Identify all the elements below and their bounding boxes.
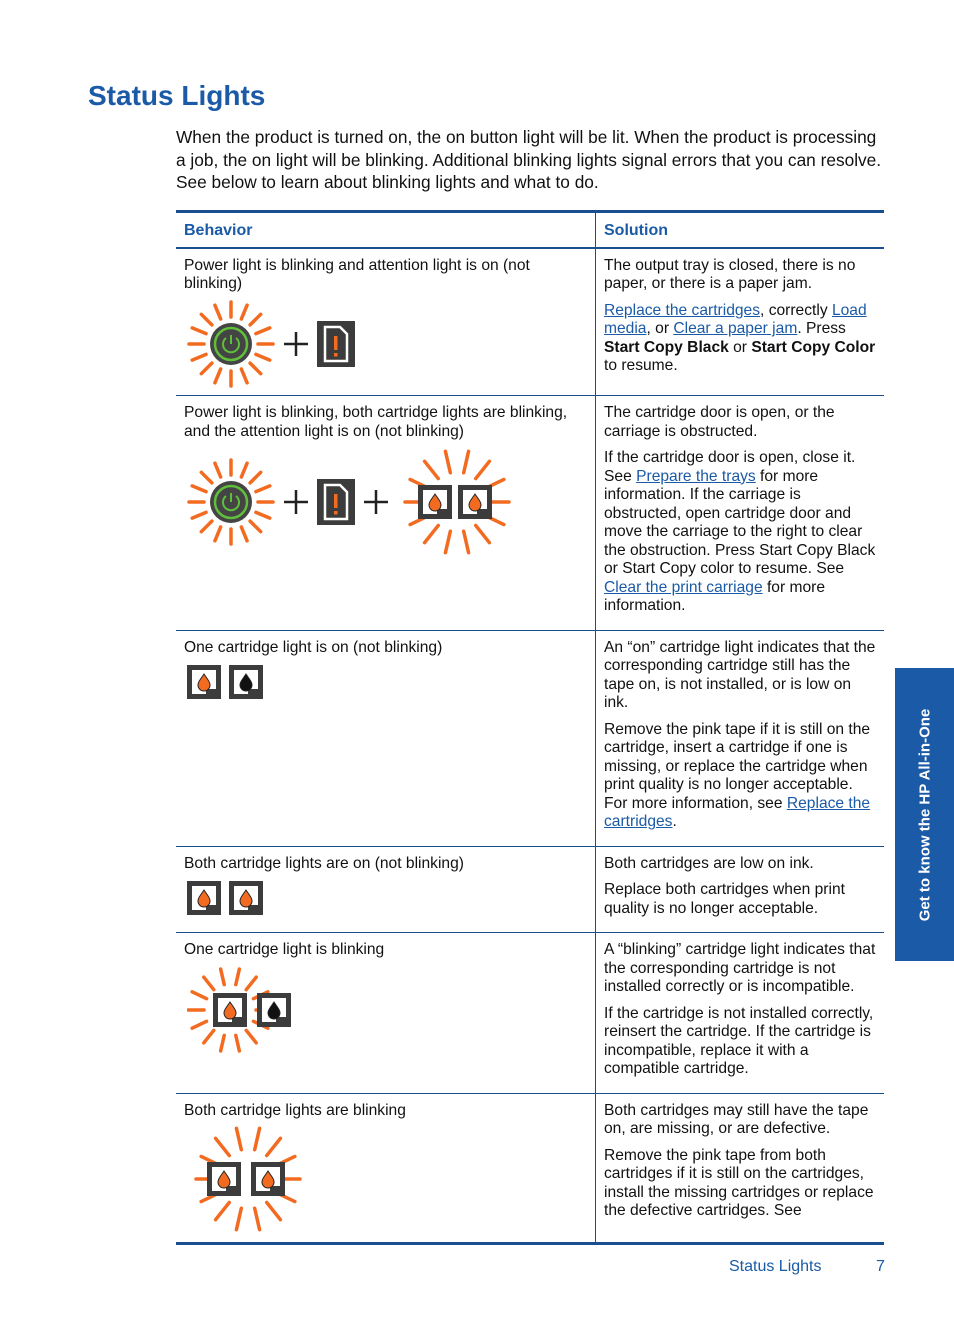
help-link[interactable]: Replace the cartridges — [604, 794, 871, 830]
header-solution: Solution — [596, 212, 885, 248]
side-tab[interactable] — [895, 668, 954, 961]
power-blink-icon — [187, 300, 275, 388]
solution-paragraph — [604, 404, 876, 441]
help-link[interactable]: Prepare the trays — [636, 467, 756, 485]
solution-text: Remove the pink tape if it is still on the cartridge, insert a cartridge if one is missing, or replace the cartridge when print quality is no longer acceptable. For more information, see — [604, 720, 871, 812]
solution-text: Start Copy Black — [604, 338, 729, 356]
behavior-cell — [176, 630, 596, 846]
solution-text: The cartridge door is open, or the carriage is obstructed. — [604, 404, 835, 440]
solution-text: for more information. If the carriage is obstructed, open cartridge door and move the carriage to the right to clear the obstruction. Press Start Copy Black or Start Copy color to resume. See — [604, 467, 876, 577]
footer-page-number: 7 — [876, 1258, 885, 1275]
behavior-cell — [176, 396, 596, 631]
page-title: Status Lights — [88, 80, 266, 111]
status-light-icons — [184, 966, 587, 1056]
power-blink-icon — [187, 458, 275, 546]
behavior-text: Power light is blinking, both cartridge lights are blinking, and the attention light is on (not blinking) — [184, 404, 568, 440]
status-light-icons — [184, 447, 587, 557]
both-on-mixed-icon — [187, 663, 267, 703]
solution-paragraph — [604, 302, 876, 376]
header-behavior: Behavior — [176, 212, 596, 248]
solution-cell — [596, 933, 885, 1094]
intro-paragraph: When the product is turned on, the on button light will be lit. When the product is processing a job, the on light will be blinking. Additional blinking lights signal errors that you can resolve. See below to learn about blinking lights and what to do. — [176, 127, 882, 192]
solution-cell — [596, 248, 885, 396]
solution-text: Both cartridges are low on ink. — [604, 854, 814, 872]
solution-paragraph — [604, 1005, 876, 1079]
solution-text: The output tray is closed, there is no paper, or there is a paper jam. — [604, 256, 856, 292]
footer-section: Status Lights — [729, 1258, 822, 1275]
behavior-text: One cartridge light is on (not blinking) — [184, 638, 443, 656]
both-blink-icon — [397, 447, 517, 557]
help-link[interactable]: Clear the print carriage — [604, 578, 763, 596]
solution-paragraph — [604, 881, 876, 918]
solution-paragraph — [604, 449, 876, 616]
solution-paragraph — [604, 941, 876, 997]
status-lights-table — [176, 210, 884, 1245]
solution-cell — [596, 1093, 885, 1244]
solution-text: for more information. — [604, 578, 826, 614]
solution-paragraph — [604, 1147, 876, 1221]
solution-text: If the cartridge is not installed correctly, reinsert the cartridge. If the cartridge is incompatible, replace it with a compatible cartridge. — [604, 1004, 874, 1077]
behavior-cell — [176, 1093, 596, 1244]
behavior-text: Power light is blinking and attention light is on (not blinking) — [184, 256, 530, 292]
solution-text: to resume. — [604, 357, 678, 374]
solution-text: . Press — [797, 320, 846, 337]
side-tab-label: Get to know the HP All-in-One — [916, 708, 933, 921]
help-link[interactable]: Replace the cartridges — [604, 301, 761, 319]
behavior-text: Both cartridge lights are on (not blinking) — [184, 854, 464, 872]
plus-icon — [281, 329, 311, 359]
solution-cell — [596, 396, 885, 631]
solution-text: A “blinking” cartridge light indicates that the corresponding cartridge is not installed correctly or is incompatible. — [604, 941, 876, 995]
solution-text: An “on” cartridge light indicates that the corresponding cartridge still has the tape on, is not installed, or is low on ink. — [604, 638, 876, 711]
solution-text: Both cartridges may still have the tape on, are missing, or are defective. — [604, 1101, 869, 1137]
both-blink-sep-icon — [187, 1126, 312, 1236]
status-light-icons — [184, 300, 587, 388]
table-row — [176, 630, 884, 846]
table-row — [176, 1093, 884, 1244]
status-light-icons — [184, 879, 587, 919]
plus-icon — [281, 487, 311, 517]
behavior-cell — [176, 248, 596, 396]
solution-text: , or — [646, 320, 674, 337]
solution-paragraph — [604, 1102, 876, 1139]
solution-paragraph — [604, 855, 876, 874]
attention-icon — [317, 479, 355, 525]
solution-paragraph — [604, 721, 876, 832]
status-light-icons — [184, 663, 587, 703]
solution-text: Replace both cartridges when print quality is no longer acceptable. — [604, 881, 845, 917]
table-row — [176, 933, 884, 1094]
table-row — [176, 846, 884, 933]
solution-text: Start Copy Color — [751, 338, 876, 356]
solution-text: Remove the pink tape from both cartridges if it is still on the cartridges, install the missing cartridges or replace the defective cartridges. See — [604, 1146, 874, 1219]
help-link[interactable]: Load media — [604, 301, 867, 337]
both-on-icon — [187, 879, 267, 919]
solution-cell — [596, 846, 885, 933]
solution-text: . — [672, 813, 677, 830]
attention-icon — [317, 321, 355, 367]
table-row — [176, 396, 884, 631]
help-link[interactable]: Clear a paper jam — [673, 320, 798, 337]
status-light-icons — [184, 1126, 587, 1236]
solution-paragraph — [604, 639, 876, 713]
solution-text: If the cartridge door is open, close it. See — [604, 449, 856, 485]
solution-cell — [596, 630, 885, 846]
solution-text: , correctly — [760, 301, 832, 319]
behavior-text: Both cartridge lights are blinking — [184, 1101, 406, 1119]
behavior-text: One cartridge light is blinking — [184, 941, 385, 958]
table-row — [176, 248, 884, 396]
solution-paragraph — [604, 257, 876, 294]
solution-text: or — [728, 338, 752, 356]
one-blink-icon — [187, 966, 297, 1056]
plus-icon — [361, 487, 391, 517]
behavior-cell — [176, 933, 596, 1094]
behavior-cell — [176, 846, 596, 933]
